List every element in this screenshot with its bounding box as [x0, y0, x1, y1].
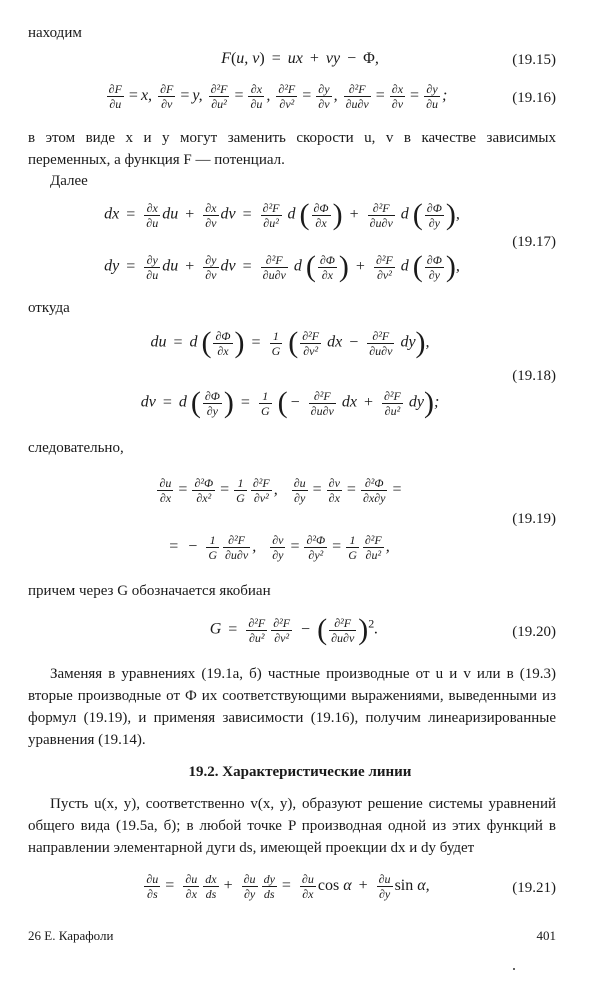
text-line: в этом виде x и y могут заменить скорости u, v в качестве зависимых: [28, 130, 556, 146]
print-speck: [513, 968, 515, 970]
text-dalee: Далее: [50, 173, 88, 189]
paragraph-replace: Заменяя в уравнениях (19.1a, б) частные производные от u и v или в (19.3) вторые производные от Ф их соответствующими выражениями, выведенными из формул (19.19), и применяя зависимости (19.16), получим линеаризированные уравнения (19.14).: [28, 666, 556, 748]
equation-19-17-line1: dx = $\frac{\partial x}{\partial u}$ du + $\frac{\partial x}{\partial v}$ dv = $\frac{\text{∂²F}}{\text{∂u²}}$ d ( $\frac{\partial\Phi}{\partial x}$ ) + $\frac{\text{∂²F}}{\partial u\partial v}$ d ( $\frac{\partial\Phi}{\partial y}$ ),: [104, 198, 460, 231]
page-number: 401: [536, 928, 556, 943]
equation-19-21: $\frac{\partial u}{\partial s}$ = $\frac{\partial u}{\partial x}$ $\frac{dx}{ds}$ + $\frac{\partial u}{\partial y}$ $\frac{dy}{ds}$ = $\frac{\partial u}{\partial x}$ cos α + $\frac{\partial u}{\partial y}$ sin α,: [146, 872, 430, 901]
eq-number-19-21: (19.21): [512, 880, 556, 896]
intro-word: находим: [28, 25, 82, 41]
equation-19-20: G = $\frac{\text{∂²F}}{\text{∂u²}}$ $\frac{\text{∂²F}}{\text{∂v²}}$ − ( $\frac{\text{∂²F}}{\partial u\partial v}$ )$^2$.: [209, 613, 379, 646]
text-otkuda: откуда: [28, 300, 70, 316]
text-sledovatelno: следовательно,: [28, 440, 124, 456]
equation-19-15: F(u, v) = ux + vy − Φ,: [221, 50, 379, 67]
equation-19-18-line2: dv = d ( $\frac{\partial\Phi}{\partial y}$ ) = $\frac{1}{G}$ ( − $\frac{\text{∂²F}}{\partial u\partial v}$ dx + $\frac{\text{∂²F}}{\text{∂u²}}$ dy);: [140, 386, 440, 419]
text-line: переменных, а функция F — потенциал.: [28, 152, 285, 168]
equation-19-19-line1: $\frac{\partial u}{\partial x}$ = $\frac{\text{∂²Φ}}{\text{∂x²}}$ = $\frac{1}{G}$ $\frac{\text{∂²F}}{\text{∂v²}}$ , $\frac{\partial u}{\partial y}$ = $\frac{\partial v}{\partial x}$ = $\frac{\text{∂²Φ}}{\partial x\partial y}$ =: [159, 476, 402, 505]
equation-19-16: $\frac{\partial F}{\partial u}$ = x, $\frac{\partial F}{\partial v}$ = y, $\frac{\text{∂²F}}{\text{∂u²}}$ = $\frac{\partial x}{\partial u}$ , $\frac{\text{∂²F}}{\text{∂v²}}$ = $\frac{\partial y}{\partial v}$ , $\frac{\text{∂²F}}{\partial u\partial v}$ = $\frac{\partial x}{\partial v}$ = $\frac{\partial y}{\partial u}$ ;: [108, 82, 448, 111]
equation-19-19-line2: = − $\frac{1}{G}$ $\frac{\text{∂²F}}{\partial u\partial v}$ , $\frac{\partial v}{\partial y}$ = $\frac{\text{∂²Φ}}{\text{∂y²}}$ = $\frac{1}{G}$ $\frac{\text{∂²F}}{\text{∂u²}}$ ,: [169, 533, 390, 562]
eq-number-19-15: (19.15): [512, 52, 556, 68]
eq-number-19-17: (19.17): [512, 234, 556, 250]
equation-19-18-line1: du = d ( $\frac{\partial\Phi}{\partial x}$ ) = $\frac{1}{G}$ ( $\frac{\text{∂²F}}{\text{∂v²}}$ dx − $\frac{\text{∂²F}}{\partial u\partial v}$ dy),: [150, 326, 430, 359]
eq-number-19-19: (19.19): [512, 511, 556, 527]
section-heading: 19.2. Характеристические линии: [188, 764, 412, 780]
paragraph-section: Пусть u(x, y), соответственно v(x, y), образуют решение системы уравнений общего вида (19.5a, б); в любой точке P производная одной из этих функций в направлении элементарной дуги ds, имеющей проекции dx и dy будет: [28, 796, 556, 856]
text-jacobian-intro: причем через G обозначается якобиан: [28, 583, 271, 599]
eq-number-19-20: (19.20): [512, 624, 556, 640]
footer-signature: 26 Е. Карафоли: [28, 928, 114, 943]
eq-number-19-16: (19.16): [512, 90, 556, 106]
eq-number-19-18: (19.18): [512, 368, 556, 384]
equation-19-17-line2: dy = $\frac{\partial y}{\partial u}$ du + $\frac{\partial y}{\partial v}$ dv = $\frac{\text{∂²F}}{\partial u\partial v}$ d ( $\frac{\partial\Phi}{\partial x}$ ) + $\frac{\text{∂²F}}{\text{∂v²}}$ d ( $\frac{\partial\Phi}{\partial y}$ ),: [104, 250, 460, 283]
